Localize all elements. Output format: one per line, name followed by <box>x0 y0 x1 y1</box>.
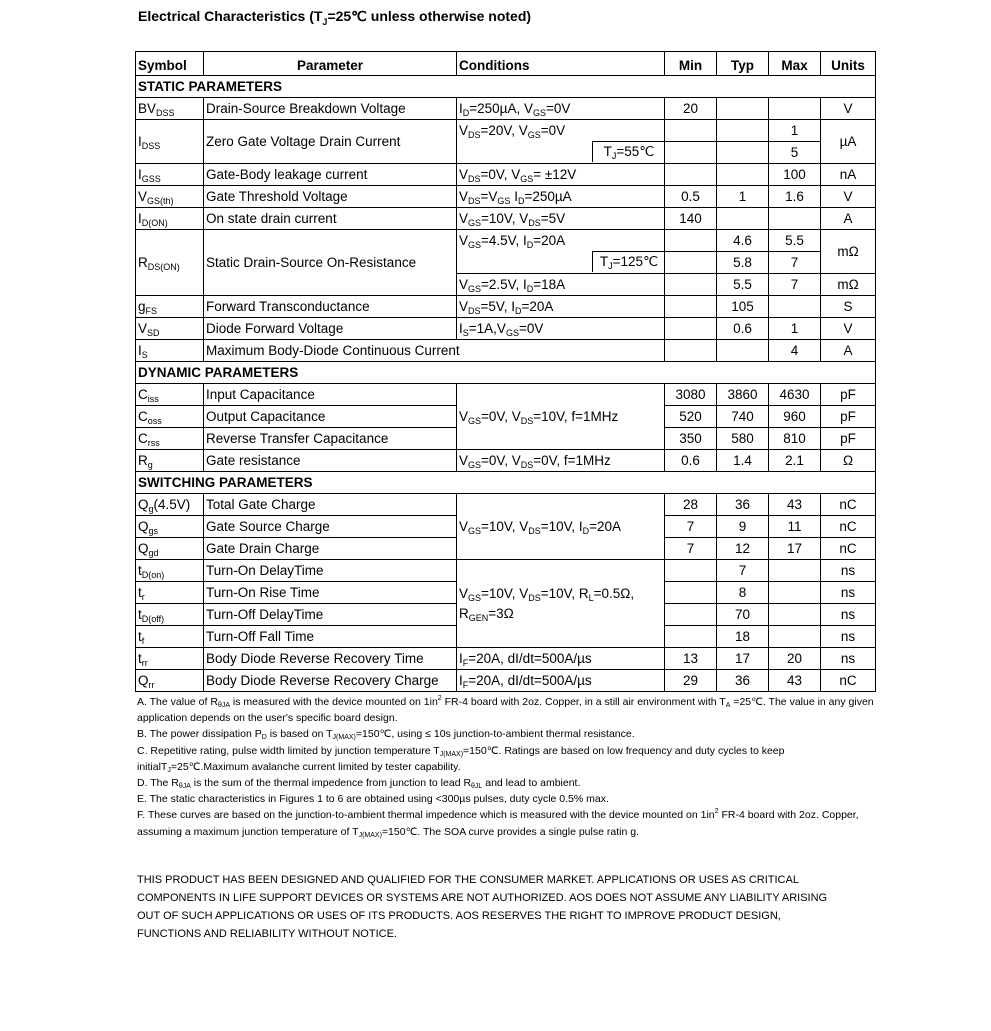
parameter-cell: Reverse Transfer Capacitance <box>204 428 457 450</box>
table-row <box>136 186 876 208</box>
header-min: Min <box>665 52 717 76</box>
max-cell <box>769 208 821 230</box>
symbol-cell: $V_{SD}$ <box>136 318 204 340</box>
table-row <box>136 648 876 670</box>
min-cell <box>665 582 717 604</box>
table-row <box>136 296 876 318</box>
conditions-cell: $V_{DS}=5V$, $I_D=20A$ <box>457 296 665 318</box>
min-cell <box>665 560 717 582</box>
typ-cell <box>717 340 769 362</box>
table-row <box>136 164 876 186</box>
electrical-characteristics-table <box>135 51 876 692</box>
table-row <box>136 670 876 692</box>
units-cell: pF <box>821 384 876 406</box>
typ-cell: 0.6 <box>717 318 769 340</box>
parameter-cell: On state drain current <box>204 208 457 230</box>
parameter-cell: Forward Transconductance <box>204 296 457 318</box>
conditions-cell: $V_{GS}=10V$, $V_{DS}=10V$, $I_D=20A$ <box>457 494 665 560</box>
units-cell: A <box>821 340 876 362</box>
junction-temp-condition: $T_J=55℃$ <box>592 141 665 162</box>
symbol-cell: $t_{rr}$ <box>136 648 204 670</box>
page-title: Electrical Characteristics ($T_J=25℃$ unless otherwise noted) <box>138 8 532 27</box>
max-cell: 43 <box>769 494 821 516</box>
symbol-cell: $I_{D(ON)}$ <box>136 208 204 230</box>
max-cell: 1.6 <box>769 186 821 208</box>
max-cell: 5.5 <box>769 230 821 252</box>
note-a: A. The value of $R_{\theta JA}$ is measured with the device mounted on $1in^2$ FR-4 board with 2oz. Copper, in a still air environment with $T_A$ =25℃. The value in any given application depends on the user's specific board design. <box>137 695 874 725</box>
section-switching: SWITCHING PARAMETERS <box>136 472 876 494</box>
max-cell: 7 <box>769 274 821 296</box>
parameter-cell: Output Capacitance <box>204 406 457 428</box>
typ-cell: 36 <box>717 670 769 692</box>
header-symbol: Symbol <box>136 52 204 76</box>
typ-cell: 5.5 <box>717 274 769 296</box>
min-cell: 28 <box>665 494 717 516</box>
units-cell: A <box>821 208 876 230</box>
min-cell: 140 <box>665 208 717 230</box>
parameter-cell: Zero Gate Voltage Drain Current <box>204 120 457 164</box>
units-cell: µA <box>821 120 876 164</box>
typ-cell: 4.6 <box>717 230 769 252</box>
min-cell: 350 <box>665 428 717 450</box>
symbol-cell: $I_{DSS}$ <box>136 120 204 164</box>
conditions-cell: $V_{GS}=2.5V$, $I_D=18A$ <box>457 274 665 296</box>
units-cell: nC <box>821 494 876 516</box>
min-cell: 7 <box>665 516 717 538</box>
units-cell: ns <box>821 582 876 604</box>
symbol-cell: $R_g$ <box>136 450 204 472</box>
min-cell <box>665 142 717 164</box>
conditions-cell: $V_{GS}=10V$, $V_{DS}=5V$ <box>457 208 665 230</box>
min-cell <box>665 274 717 296</box>
max-cell <box>769 604 821 626</box>
disclaimer-line: OUT OF SUCH APPLICATIONS OR USES OF ITS PRODUCTS. AOS RESERVES THE RIGHT TO IMPROVE PRODUCT DESIGN, <box>137 910 781 922</box>
parameter-cell: Gate Source Charge <box>204 516 457 538</box>
note-b: B. The power dissipation $P_D$ is based on $T_{J(MAX)}=150℃$, using ≤ 10s junction-to-ambient thermal resistance. <box>137 728 635 742</box>
min-cell: 20 <box>665 98 717 120</box>
symbol-cell: $C_{iss}$ <box>136 384 204 406</box>
max-cell: 1 <box>769 120 821 142</box>
max-cell: 960 <box>769 406 821 428</box>
parameter-cell: Static Drain-Source On-Resistance <box>204 230 457 296</box>
min-cell <box>665 120 717 142</box>
conditions-cell <box>457 252 665 274</box>
parameter-cell: Input Capacitance <box>204 384 457 406</box>
disclaimer-line: THIS PRODUCT HAS BEEN DESIGNED AND QUALIFIED FOR THE CONSUMER MARKET. APPLICATIONS OR USES AS CRITICAL <box>137 874 799 886</box>
table-row <box>136 318 876 340</box>
typ-cell <box>717 98 769 120</box>
units-cell: pF <box>821 428 876 450</box>
units-cell: nC <box>821 516 876 538</box>
conditions-cell: $I_D=250\mu A$, $V_{GS}=0V$ <box>457 98 665 120</box>
parameter-cell: Gate Drain Charge <box>204 538 457 560</box>
symbol-cell: $Q_{rr}$ <box>136 670 204 692</box>
table-row <box>136 340 876 362</box>
max-cell: 5 <box>769 142 821 164</box>
min-cell <box>665 340 717 362</box>
switching-condition-line1: $V_{GS}=10V$, $V_{DS}=10V$, $R_L=0.5\Omega$, <box>459 585 635 603</box>
units-cell: Ω <box>821 450 876 472</box>
table-row <box>136 98 876 120</box>
typ-cell: 105 <box>717 296 769 318</box>
parameter-cell: Drain-Source Breakdown Voltage <box>204 98 457 120</box>
max-cell: 11 <box>769 516 821 538</box>
min-cell <box>665 252 717 274</box>
units-cell: V <box>821 318 876 340</box>
header-max: Max <box>769 52 821 76</box>
min-cell: 0.5 <box>665 186 717 208</box>
typ-cell: 18 <box>717 626 769 648</box>
min-cell: 3080 <box>665 384 717 406</box>
symbol-cell: $V_{GS(th)}$ <box>136 186 204 208</box>
table-row <box>136 494 876 516</box>
max-cell: 4 <box>769 340 821 362</box>
typ-cell: 12 <box>717 538 769 560</box>
note-f: F. These curves are based on the junction-to-ambient thermal impedence which is measured with the device mounted on $1in^2$ FR-4 board with 2oz. Copper, assuming a maximum junction temperature of $T_{J(MAX)}=150℃$. The SOA curve provides a single pulse ratin g. <box>137 808 859 839</box>
symbol-cell: $t_{D(on)}$ <box>136 560 204 582</box>
typ-cell: 17 <box>717 648 769 670</box>
min-cell: 520 <box>665 406 717 428</box>
junction-temp-condition: $T_J=125℃$ <box>592 251 665 272</box>
section-dynamic: DYNAMIC PARAMETERS <box>136 362 876 384</box>
min-cell <box>665 296 717 318</box>
min-cell <box>665 626 717 648</box>
parameter-cell: Diode Forward Voltage <box>204 318 457 340</box>
header-units: Units <box>821 52 876 76</box>
typ-cell: 70 <box>717 604 769 626</box>
units-cell: V <box>821 186 876 208</box>
table-row <box>136 208 876 230</box>
min-cell: 13 <box>665 648 717 670</box>
symbol-cell: $Q_{gs}$ <box>136 516 204 538</box>
symbol-cell: $I_{GSS}$ <box>136 164 204 186</box>
parameter-cell: Body Diode Reverse Recovery Time <box>204 648 457 670</box>
parameter-cell: Gate Threshold Voltage <box>204 186 457 208</box>
max-cell: 4630 <box>769 384 821 406</box>
symbol-cell: $C_{rss}$ <box>136 428 204 450</box>
parameter-cell: Turn-Off Fall Time <box>204 626 457 648</box>
max-cell <box>769 560 821 582</box>
units-cell: ns <box>821 648 876 670</box>
conditions-cell: $V_{DS}=20V$, $V_{GS}=0V$ <box>457 120 665 142</box>
parameter-cell: Gate-Body leakage current <box>204 164 457 186</box>
disclaimer <box>137 871 857 943</box>
conditions-cell: $I_F=20A$, dI/dt=500A/µs <box>457 648 665 670</box>
conditions-cell: $V_{DS}=0V$, $V_{GS}= \pm 12V$ <box>457 164 665 186</box>
units-cell: pF <box>821 406 876 428</box>
symbol-cell: $R_{DS(ON)}$ <box>136 230 204 296</box>
min-cell: 7 <box>665 538 717 560</box>
typ-cell: 1.4 <box>717 450 769 472</box>
typ-cell <box>717 120 769 142</box>
typ-cell: 9 <box>717 516 769 538</box>
min-cell: 29 <box>665 670 717 692</box>
symbol-cell: $C_{oss}$ <box>136 406 204 428</box>
units-cell: ns <box>821 560 876 582</box>
conditions-cell: $I_F=20A$, dI/dt=500A/µs <box>457 670 665 692</box>
note-e: E. The static characteristics in Figures 1 to 6 are obtained using <300µs pulses, duty cycle 0.5% max. <box>137 793 609 806</box>
min-cell <box>665 230 717 252</box>
max-cell <box>769 582 821 604</box>
units-cell: S <box>821 296 876 318</box>
table-row <box>136 230 876 252</box>
units-cell: nC <box>821 670 876 692</box>
units-cell: ns <box>821 626 876 648</box>
symbol-cell: $I_S$ <box>136 340 204 362</box>
switching-condition-line2: $R_{GEN}=3\Omega$ <box>459 605 514 623</box>
typ-cell: 7 <box>717 560 769 582</box>
max-cell: 810 <box>769 428 821 450</box>
header-conditions: Conditions <box>457 52 665 76</box>
conditions-cell: $I_S=1A,V_{GS}=0V$ <box>457 318 665 340</box>
note-c: C. Repetitive rating, pulse width limited by junction temperature $T_{J(MAX)}=150℃$. Ratings are based on low frequency and duty cycles to keep initialT$_J$=25℃.Maximum avalanche current limited by tester capability. <box>137 744 785 774</box>
table-row <box>136 450 876 472</box>
symbol-cell: $t_r$ <box>136 582 204 604</box>
units-cell: mΩ <box>821 274 876 296</box>
header-typ: Typ <box>717 52 769 76</box>
typ-cell: 5.8 <box>717 252 769 274</box>
parameter-cell: Turn-On Rise Time <box>204 582 457 604</box>
max-cell: 43 <box>769 670 821 692</box>
parameter-cell: Body Diode Reverse Recovery Charge <box>204 670 457 692</box>
footnotes <box>137 694 877 840</box>
units-cell: mΩ <box>821 230 876 274</box>
typ-cell <box>717 208 769 230</box>
min-cell <box>665 164 717 186</box>
disclaimer-line: COMPONENTS IN LIFE SUPPORT DEVICES OR SYSTEMS ARE NOT AUTHORIZED. AOS DOES NOT ASSUME ANY LIABILITY ARISING <box>137 892 828 904</box>
max-cell <box>769 626 821 648</box>
max-cell: 17 <box>769 538 821 560</box>
units-cell: V <box>821 98 876 120</box>
conditions-cell: $V_{GS}=0V$, $V_{DS}=0V$, f=1MHz <box>457 450 665 472</box>
conditions-cell <box>457 560 665 648</box>
table-row <box>136 120 876 142</box>
typ-cell: 580 <box>717 428 769 450</box>
min-cell <box>665 318 717 340</box>
symbol-cell: $BV_{DSS}$ <box>136 98 204 120</box>
units-cell: nA <box>821 164 876 186</box>
parameter-cell: Turn-Off DelayTime <box>204 604 457 626</box>
conditions-cell <box>457 142 665 164</box>
max-cell: 100 <box>769 164 821 186</box>
max-cell <box>769 98 821 120</box>
units-cell: nC <box>821 538 876 560</box>
max-cell: 1 <box>769 318 821 340</box>
table-header-row <box>136 52 876 76</box>
conditions-cell: $V_{DS}=V_{GS}$ $I_D=250\mu A$ <box>457 186 665 208</box>
typ-cell <box>717 164 769 186</box>
conditions-cell: $V_{GS}=0V$, $V_{DS}=10V$, f=1MHz <box>457 384 665 450</box>
min-cell: 0.6 <box>665 450 717 472</box>
typ-cell: 3860 <box>717 384 769 406</box>
symbol-cell: $t_{D(off)}$ <box>136 604 204 626</box>
max-cell: 20 <box>769 648 821 670</box>
typ-cell <box>717 142 769 164</box>
disclaimer-line: FUNCTIONS AND RELIABILITY WITHOUT NOTICE. <box>137 928 397 940</box>
conditions-cell: $V_{GS}=4.5V$, $I_D=20A$ <box>457 230 665 252</box>
symbol-cell: $g_{FS}$ <box>136 296 204 318</box>
table-row <box>136 384 876 406</box>
parameter-cell: Maximum Body-Diode Continuous Current <box>204 340 665 362</box>
max-cell: 2.1 <box>769 450 821 472</box>
header-parameter: Parameter <box>204 52 457 76</box>
section-static: STATIC PARAMETERS <box>136 76 876 98</box>
table-row <box>136 560 876 582</box>
typ-cell: 8 <box>717 582 769 604</box>
typ-cell: 36 <box>717 494 769 516</box>
symbol-cell: $t_f$ <box>136 626 204 648</box>
units-cell: ns <box>821 604 876 626</box>
typ-cell: 1 <box>717 186 769 208</box>
note-d: D. The $R_{\theta JA}$ is the sum of the thermal impedence from junction to lead $R_{\theta JL}$ and lead to ambient. <box>137 777 581 791</box>
max-cell <box>769 296 821 318</box>
max-cell: 7 <box>769 252 821 274</box>
parameter-cell: Turn-On DelayTime <box>204 560 457 582</box>
typ-cell: 740 <box>717 406 769 428</box>
symbol-cell: $Q_{gd}$ <box>136 538 204 560</box>
min-cell <box>665 604 717 626</box>
symbol-cell: $Q_g(4.5V)$ <box>136 494 204 516</box>
parameter-cell: Total Gate Charge <box>204 494 457 516</box>
parameter-cell: Gate resistance <box>204 450 457 472</box>
